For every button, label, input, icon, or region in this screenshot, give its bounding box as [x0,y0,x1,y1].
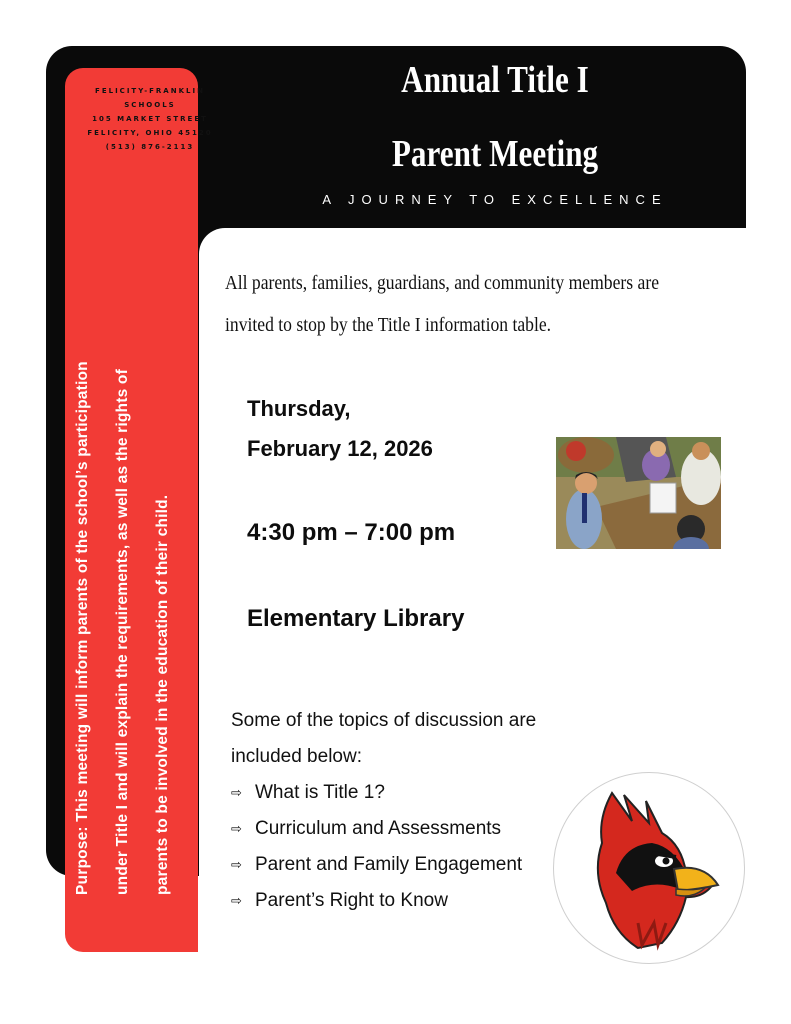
list-item [231,775,571,811]
school-street: 105 MARKET STREET [92,115,208,123]
topics-section [231,703,571,919]
topics-list [231,775,571,919]
event-location: Elementary Library [247,605,465,632]
event-time: 4:30 pm – 7:00 pm [247,519,456,546]
school-name: FELICITY-FRANKLIN SCHOOLS [95,87,205,109]
purpose-statement [63,295,183,895]
cardinal-mascot-logo [553,772,745,964]
title-line-2: Parent Meeting [391,133,599,175]
title-line-1: Annual Title I [401,59,589,101]
purpose-line-2: under Title I and will explain the requirements, as well as the rights of [114,369,131,895]
school-city: FELICITY, OHIO 45120 [87,129,213,137]
arrow-right-icon: ⇨ [231,857,242,872]
arrow-right-icon: ⇨ [231,785,242,800]
arrow-right-icon: ⇨ [231,893,242,908]
event-date: February 12, 2026 [247,436,433,461]
meeting-illustration [556,437,721,549]
intro-text: All parents, families, guardians, and community members are invited to stop by the Title I information table. [225,272,660,336]
list-item [231,811,571,847]
topics-heading-1: Some of the topics of discussion are [231,710,537,731]
list-item [231,883,571,919]
school-phone: (513) 876-2113 [105,143,195,151]
list-item [231,847,571,883]
arrow-right-icon: ⇨ [231,821,242,836]
tagline: A JOURNEY TO EXCELLENCE [322,192,668,207]
purpose-line-1: Purpose: This meeting will inform parents of the school’s participation [74,361,91,895]
school-address [70,84,230,154]
event-day: Thursday, [247,396,351,421]
topic-text: Parent’s Right to Know [255,890,448,911]
topic-text: Curriculum and Assessments [255,818,502,839]
topic-text: What is Title 1? [255,782,385,803]
topic-text: Parent and Family Engagement [255,854,523,875]
topics-heading-2: included below: [231,746,362,767]
purpose-line-3: parents to be involved in the education of their child. [154,494,171,895]
